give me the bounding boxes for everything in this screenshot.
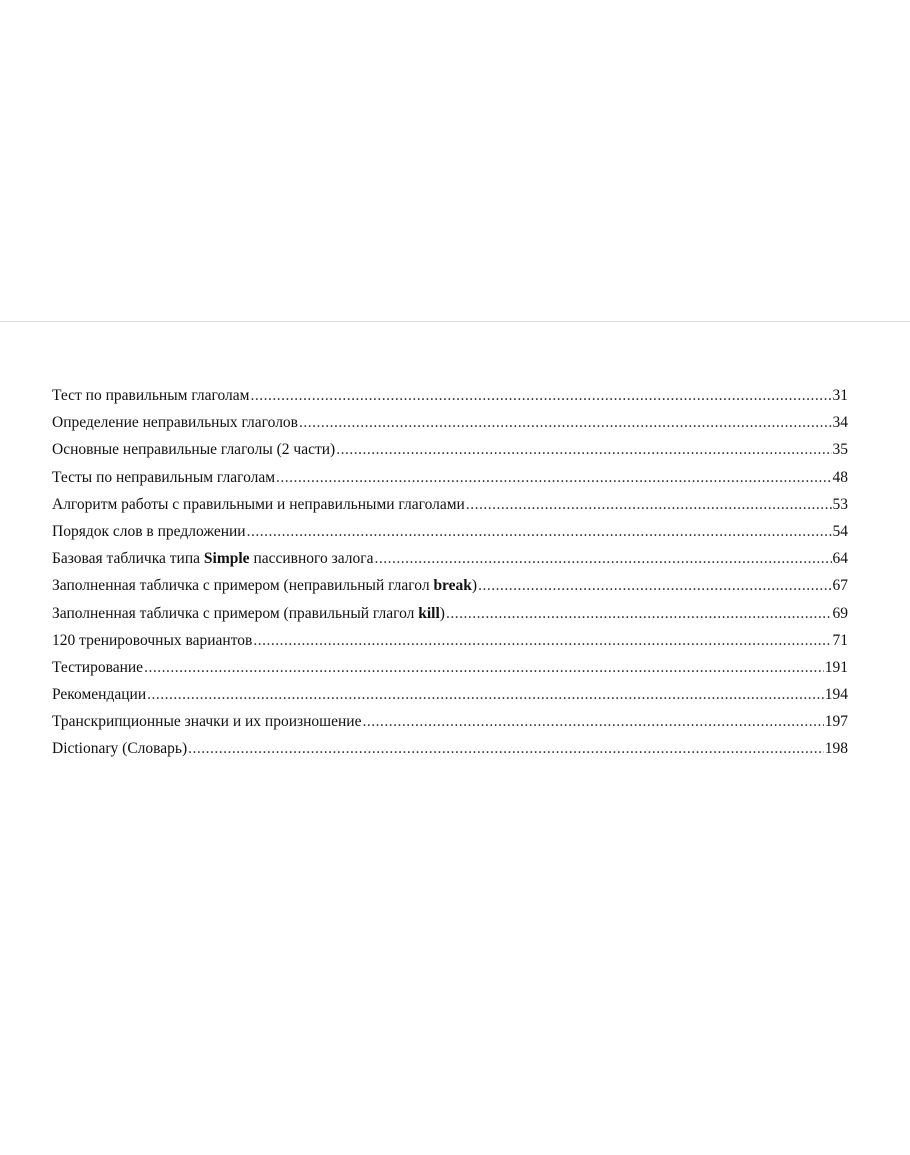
toc-title-part: Базовая табличка типа [52,550,204,568]
toc-dot-leader [375,545,832,572]
toc-entry-page: 194 [824,686,848,704]
toc-entry-title: Транскрипционные значки и их произношение [52,713,362,731]
toc-entry-title: Рекомендации [52,686,147,704]
toc-entry-page: 48 [832,468,848,486]
toc-entry-title: Определение неправильных глаголов [52,414,298,432]
toc-entry-irregular-verbs-tests [52,464,848,491]
toc-title-part: ) [471,577,478,595]
toc-dot-leader [336,436,831,463]
toc-dot-leader [188,735,824,762]
toc-entry-page: 67 [832,577,848,595]
toc-entry-page: 198 [824,740,848,758]
toc-entry-irregular-verbs-definition [52,409,848,436]
toc-entry-page: 35 [832,441,848,459]
toc-entry-page: 34 [832,414,848,432]
toc-dot-leader [144,654,824,681]
toc-entry-title: Тест по правильным глаголам [52,387,250,404]
toc-dot-leader [299,409,832,436]
toc-entry-verbs-algorithm [52,491,848,518]
toc-entry-page: 197 [824,713,848,731]
toc-entry-title: 120 тренировочных вариантов [52,631,253,649]
toc-title-part: Заполненная табличка с примером (правильный глагол [52,604,419,622]
toc-entry-testing [52,654,848,681]
toc-entry-title [52,600,445,627]
toc-entry-page: 31 [832,387,848,404]
toc-title-bold-term: kill [418,604,440,622]
toc-dot-leader [147,681,824,708]
toc-title-bold-term: Simple [203,550,250,568]
toc-entry-title: Порядок слов в предложении [52,522,246,540]
toc-entry-title [52,545,374,572]
toc-dot-leader [446,600,832,627]
toc-title-bold-term: break [433,577,472,595]
toc-entry-page: 191 [824,658,848,676]
toc-title-part: ) [439,604,445,622]
toc-dot-leader [250,382,831,409]
toc-entry-simple-passive-table [52,545,848,572]
toc-entry-main-irregular-verbs [52,436,848,463]
toc-entry-title: Тестирование [52,658,144,676]
page-divider [0,321,910,322]
toc-entry-word-order [52,518,848,545]
table-of-contents [52,382,848,763]
toc-entry-page: 71 [832,631,848,649]
toc-title-part: Заполненная табличка с примером (неправильный глагол [52,577,434,595]
toc-dot-leader [362,708,823,735]
toc-entry-regular-verbs-test [52,382,848,409]
toc-dot-leader [478,572,831,599]
toc-dot-leader [276,464,831,491]
toc-dot-leader [466,491,832,518]
toc-entry-filled-table-kill [52,600,848,627]
toc-entry-title: Dictionary (Словарь) [52,740,188,758]
toc-entry-page: 69 [832,604,848,622]
toc-entry-page: 54 [832,522,848,540]
toc-dot-leader [253,627,831,654]
toc-entry-title: Алгоритм работы с правильными и неправильными глаголами [52,495,465,513]
toc-entry-filled-table-break [52,572,848,599]
toc-entry-transcription-signs [52,708,848,735]
toc-entry-dictionary [52,735,848,762]
toc-entry-title [52,572,477,599]
toc-dot-leader [247,518,832,545]
toc-entry-title: Тесты по неправильным глаголам [52,468,276,486]
toc-entry-page: 64 [832,550,848,568]
toc-entry-title: Основные неправильные глаголы (2 части) [52,441,336,459]
blank-page-area [0,0,910,321]
toc-entry-training-variants [52,627,848,654]
toc-entry-page: 53 [832,495,848,513]
toc-entry-recommendations [52,681,848,708]
toc-title-part: пассивного залога [249,550,374,568]
